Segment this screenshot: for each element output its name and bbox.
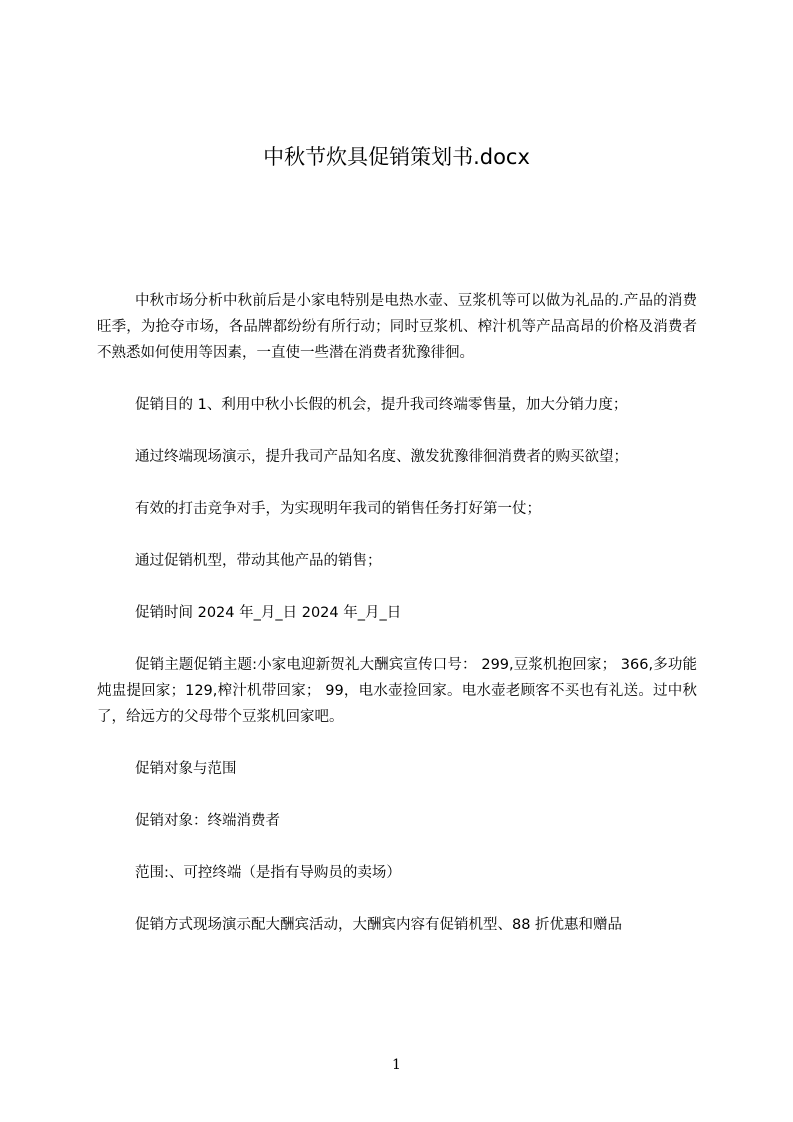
paragraph-purpose-1: 促销目的 1、利用中秋小长假的机会，提升我司终端零售量，加大分销力度；: [135, 397, 628, 413]
paragraph-promo-method: 促销方式现场演示配大酬宾活动，大酬宾内容有促销机型、88 折优惠和赠品: [135, 917, 623, 933]
document-body: [97, 288, 697, 964]
paragraph-target-scope: 促销对象与范围: [135, 761, 237, 777]
page-number: 1: [392, 1057, 401, 1073]
paragraph-promo-time: 促销时间 2024 年_月_日 2024 年_月_日: [135, 605, 402, 621]
document-title: 中秋节炊具促销策划书.docx: [263, 145, 530, 169]
paragraph-purpose-4: 通过促销机型，带动其他产品的销售；: [135, 553, 382, 569]
paragraph-promo-theme: 促销主题促销主题:小家电迎新贺礼大酬宾宣传口号： 299,豆浆机抱回家； 366,多功能炖盅提回家；129,榨汁机带回家； 99，电水壶捡回家。电水壶老顾客不买也有礼送。过中秋了，给远方的父母带个豆浆机回家吧。: [97, 657, 697, 725]
paragraph-scope: 范围:、可控终端（是指有导购员的卖场）: [135, 865, 401, 881]
paragraph-market-analysis: 中秋市场分析中秋前后是小家电特别是电热水壶、豆浆机等可以做为礼品的.产品的消费旺季，为抢夺市场，各品牌都纷纷有所行动；同时豆浆机、榨汁机等产品高昂的价格及消费者不熟悉如何使用等因素，一直使一些潜在消费者犹豫徘徊。: [97, 293, 697, 361]
paragraph-purpose-3: 有效的打击竞争对手，为实现明年我司的销售任务打好第一仗；: [135, 501, 541, 517]
paragraph-target: 促销对象：终端消费者: [135, 813, 280, 829]
paragraph-purpose-2: 通过终端现场演示，提升我司产品知名度、激发犹豫徘徊消费者的购买欲望；: [135, 449, 628, 465]
